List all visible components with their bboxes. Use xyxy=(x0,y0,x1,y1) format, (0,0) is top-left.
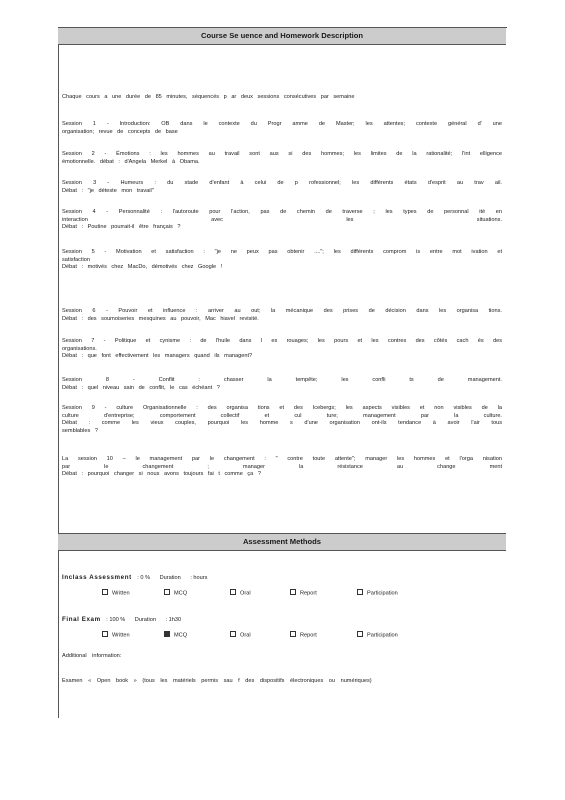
intro-text xyxy=(62,94,502,102)
session-line: Débat : "je déteste mon travail" xyxy=(62,187,154,194)
session-paragraph xyxy=(62,180,502,195)
final-option-participation[interactable] xyxy=(357,632,398,639)
session-line: interaction avec les situations. xyxy=(62,216,502,223)
final-option-mcq[interactable] xyxy=(164,632,187,639)
checkbox-icon[interactable] xyxy=(102,589,108,595)
inclass-duration-label: Duration xyxy=(159,575,181,581)
option-label: MCQ xyxy=(174,632,188,639)
session-line: Débat : des soumoiseries mesquines au pouvoir, Mac hiavel revisité. xyxy=(62,315,259,322)
session-paragraph xyxy=(62,405,502,435)
exam-note: Examen « Open book » (tous les matériels permis sau f des dispositifs électroniques ou numériques) xyxy=(62,678,372,684)
option-label: Written xyxy=(112,632,130,639)
session-line: Session 9 - culture Organisationnelle : des organisa tions et des Icebergs; les aspects visibles et non visibles de la xyxy=(62,405,502,411)
checkbox-icon[interactable] xyxy=(230,589,236,595)
option-label: Written xyxy=(112,590,130,597)
session-line: organisation; revue de concepts de base xyxy=(62,128,178,135)
session-line: Session 4 - Personnalité : l'autoroute pour l'action, pas de chemin de traverse ; les types de personnal ité en xyxy=(62,209,502,215)
assessment-header: Assessment Methods xyxy=(58,533,506,551)
session-paragraph xyxy=(62,308,502,323)
session-line: par le changement ; manager la résistance au change ment xyxy=(62,463,502,470)
inclass-percent: : 0 % xyxy=(137,575,151,581)
session-line: satisfaction xyxy=(62,256,90,263)
intro-line: Chaque cours a une durée de 85 minutes, séquencés p ar deux sessions consécutives par semaine xyxy=(62,94,355,100)
session-line: Session 3 - Humeurs : du stade d'enfant à celui de p rofessionnel; les différents états d'esprit au trav ail. xyxy=(62,180,502,186)
final-duration-label: Duration xyxy=(134,617,156,623)
session-line: Session 8 - Conflit : chasser la tempête; les confli ts de management. xyxy=(62,377,502,383)
session-line: Session 7 - Politique et cynisme : de l'huile dans l es rouages; les pours et les contres des côtés cach és des xyxy=(62,338,502,344)
inclass-duration-value: : hours xyxy=(190,575,208,581)
inclass-option-participation[interactable] xyxy=(357,590,398,597)
checkbox-icon[interactable] xyxy=(164,631,170,637)
session-paragraph xyxy=(62,121,502,136)
option-label: Oral xyxy=(240,632,251,639)
inclass-option-mcq[interactable] xyxy=(164,590,187,597)
session-line: Débat : motivés chez MacDo, démotivés chez Google ! xyxy=(62,264,223,271)
session-line: semblables ? xyxy=(62,427,98,434)
session-line: Session 5 - Motivation et satisfaction : "je ne peux pas obtenir ...."; les différents comprom is entre mot ivation et xyxy=(62,249,502,255)
checkbox-icon[interactable] xyxy=(290,631,296,637)
session-line: émotionnelle. débat : d'Angela Merkel à Obama. xyxy=(62,158,200,165)
option-label: MCQ xyxy=(174,590,188,597)
session-paragraph xyxy=(62,249,502,272)
checkbox-icon[interactable] xyxy=(102,631,108,637)
inclass-option-report[interactable] xyxy=(290,590,317,597)
session-line: Session 6 - Pouvoir et influence : arriver au out; la mécanique des prises de décision dans les organisa tions. xyxy=(62,308,502,314)
session-line: Débat : quel niveau sain de conflit, le cas échéant ? xyxy=(62,384,220,391)
checkbox-icon[interactable] xyxy=(357,589,363,595)
course-sequence-header: Course Se uence and Homework Description xyxy=(58,27,506,45)
option-label: Participation xyxy=(367,632,398,639)
session-paragraph xyxy=(62,377,502,392)
final-option-written[interactable] xyxy=(102,632,130,639)
session-paragraph xyxy=(62,151,502,166)
session-line: culture d'entreprise; comportement collectif et cul ture; management par la culture. xyxy=(62,412,502,419)
inclass-option-written[interactable] xyxy=(102,590,130,597)
checkbox-icon[interactable] xyxy=(290,589,296,595)
session-paragraph xyxy=(62,456,502,479)
checkbox-icon[interactable] xyxy=(164,589,170,595)
option-label: Report xyxy=(300,632,317,639)
session-line: Session 2 - Émotions : les hommes au travail sont aus si des hommes; les limites de la rationalité; l'int elligence xyxy=(62,151,502,157)
checkbox-icon[interactable] xyxy=(357,631,363,637)
session-line: Débat : que font effectivement les managers quand ils managent? xyxy=(62,353,253,360)
additional-info: Additional information: xyxy=(62,653,122,659)
final-option-oral[interactable] xyxy=(230,632,251,639)
session-line: organisations. xyxy=(62,345,97,352)
inclass-option-oral[interactable] xyxy=(230,590,251,597)
final-duration-value: : 1h30 xyxy=(165,617,182,623)
session-paragraph xyxy=(62,338,502,361)
inclass-row xyxy=(62,574,207,582)
session-line: Débat : comme les vieux couples, pourquoi les homme s d'une organisation ont-ils tendance à avoir l'air tous xyxy=(62,420,502,427)
final-option-report[interactable] xyxy=(290,632,317,639)
final-row xyxy=(62,616,181,624)
session-line: La session 10 – le management par le changement : " contre toute attente"; manager les hommes et l'orga nisation xyxy=(62,456,502,462)
final-percent: : 100 % xyxy=(106,617,126,623)
session-line: Débat : Poutine pourrait-il être français ? xyxy=(62,224,181,231)
inclass-label: Inclass Assessment xyxy=(62,574,132,581)
checkbox-icon[interactable] xyxy=(230,631,236,637)
session-paragraph xyxy=(62,209,502,232)
option-label: Report xyxy=(300,590,317,597)
option-label: Participation xyxy=(367,590,398,597)
session-line: Session 1 - Introduction: OB dans le contexte du Progr amme de Master; les attentes; contexte général d' une xyxy=(62,121,502,127)
final-label: Final Exam xyxy=(62,616,101,623)
option-label: Oral xyxy=(240,590,251,597)
session-line: Débat : pourquoi changer si nous avons toujours fai t comme ça ? xyxy=(62,471,261,478)
